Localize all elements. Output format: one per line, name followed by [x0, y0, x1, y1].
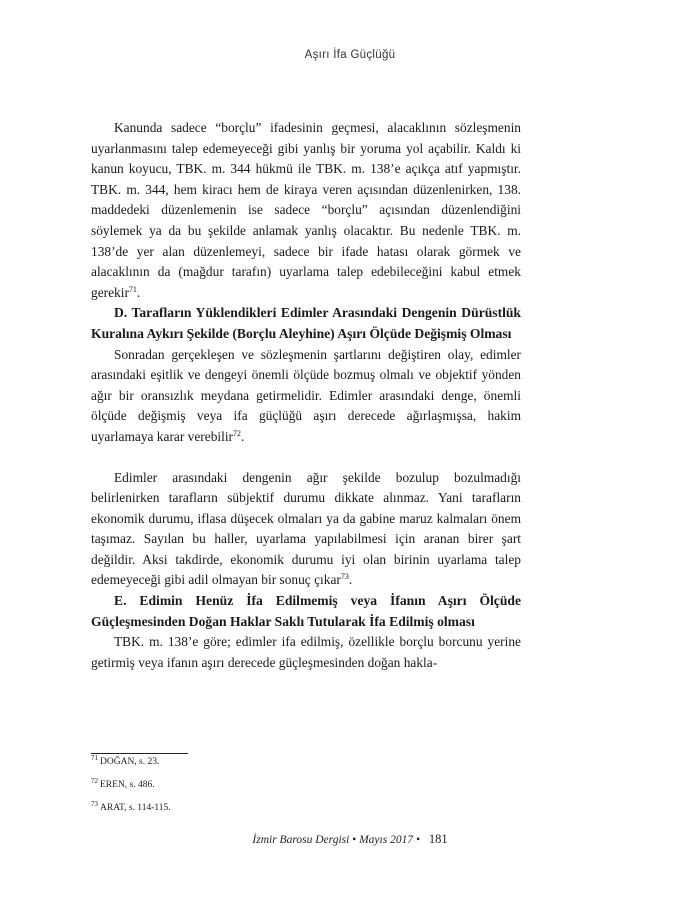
footnote-ref-72[interactable]: 72	[233, 428, 242, 438]
paragraph-3-text: Edimler arasındaki dengenin ağır şekilde bozulup bozulmadığı belirlenirken tarafların sübjektif durumu dikkate alınmaz. Yani tarafların ekonomik durumu, iflasa düşecek olmaları ya da gabine maruz kalmaları önem taşımaz. Sayılan bu haller, uyarlama yapılabilmesi için aranan birer şart değildir. Aksi takdirde, ekonomik durumu iyi olan birinin uyarlama talep edemeyeceği gibi adil olmayan bir sonuç çıkar	[91, 469, 521, 588]
page-number: 181	[428, 832, 448, 846]
footnote-ref-73[interactable]: 73	[340, 572, 349, 582]
footnote-ref-71[interactable]: 71	[128, 284, 137, 294]
footnote-72	[91, 778, 521, 801]
footnote-number: 73	[91, 800, 98, 808]
footnote-divider	[91, 753, 188, 754]
running-header: Aşırı İfa Güçlüğü	[304, 49, 396, 61]
section-heading-d: D. Tarafların Yüklendikleri Edimler Arasındaki Dengenin Dürüstlük Kuralına Aykırı Şekilde (Borçlu Aleyhine) Aşırı Ölçüde Değişmiş Olması	[91, 305, 521, 341]
footnote-number: 72	[91, 777, 98, 785]
paragraph-1-text: Kanunda sadece “borçlu” ifadesinin geçmesi, alacaklının sözleşmenin uyarlanmasını talep edemeyeceği gibi yanlış bir yoruma yol açabilir. Kaldı ki kanun koyucu, TBK. m. 344 hükmü ile TBK. m. 138’e açıkça atıf yapmıştır. TBK. m. 344, hem kiracı hem de kiraya veren açısından düzenlenirken, 138. maddedeki düzenlemenin ise sadece “borçlu” açısından düzenlendiğini söylemek ya da bu şekilde anlamak yanlış olacaktır. Bu nedenle TBK. m. 138’de yer alan düzenlemeyi, sadece bir ifade hatası olarak görmek ve alacaklının da (mağdur tarafın) uyarlama talep edebileceğini kabul etmek gerekir	[91, 120, 521, 300]
footnote-73	[91, 801, 521, 824]
page-footer	[0, 832, 700, 847]
footnote-text: EREN, s. 486.	[100, 780, 155, 790]
section-heading-e: E. Edimin Henüz İfa Edilmemiş veya İfanın Aşırı Ölçüde Güçleşmesinden Doğan Haklar Saklı Tutularak İfa Edilmiş olması	[91, 593, 521, 629]
paragraph-1-end: .	[136, 284, 141, 300]
paragraph-3-end: .	[348, 572, 353, 588]
paragraph-1	[91, 118, 521, 303]
paragraph-2-end: .	[241, 428, 245, 444]
footnote-number: 71	[91, 754, 98, 762]
footnotes	[91, 755, 521, 824]
footnote-text: DOĞAN, s. 23.	[100, 757, 160, 767]
page-body	[91, 118, 521, 673]
paragraph-4-text: TBK. m. 138’e göre; edimler ifa edilmiş, özellikle borçlu borcunu yerine getirmiş veya ifanın aşırı derecede güçleşmesinden doğan hakla-	[91, 634, 521, 670]
paragraph-2-text: Sonradan gerçekleşen ve sözleşmenin şartlarını değiştiren olay, edimler arasındaki eşitlik ve dengeyi önemli ölçüde bozmuş olmalı ve objektif yönden ağır bir oransızlık meydana getirmelidir. Edimler arasındaki denge, önemli ölçüde değişmiş veya ifa güçlüğü aşırı derecede ağırlaşmışsa, hakim uyarlamaya karar verebilir	[91, 346, 521, 444]
journal-name: İzmir Barosu Dergisi • Mayıs 2017 •	[252, 834, 420, 846]
footnote-71	[91, 755, 521, 778]
paragraph-3	[91, 468, 521, 592]
paragraph-2	[91, 345, 521, 448]
paragraph-4	[91, 632, 521, 673]
footnote-text: ARAT, s. 114-115.	[100, 803, 171, 813]
